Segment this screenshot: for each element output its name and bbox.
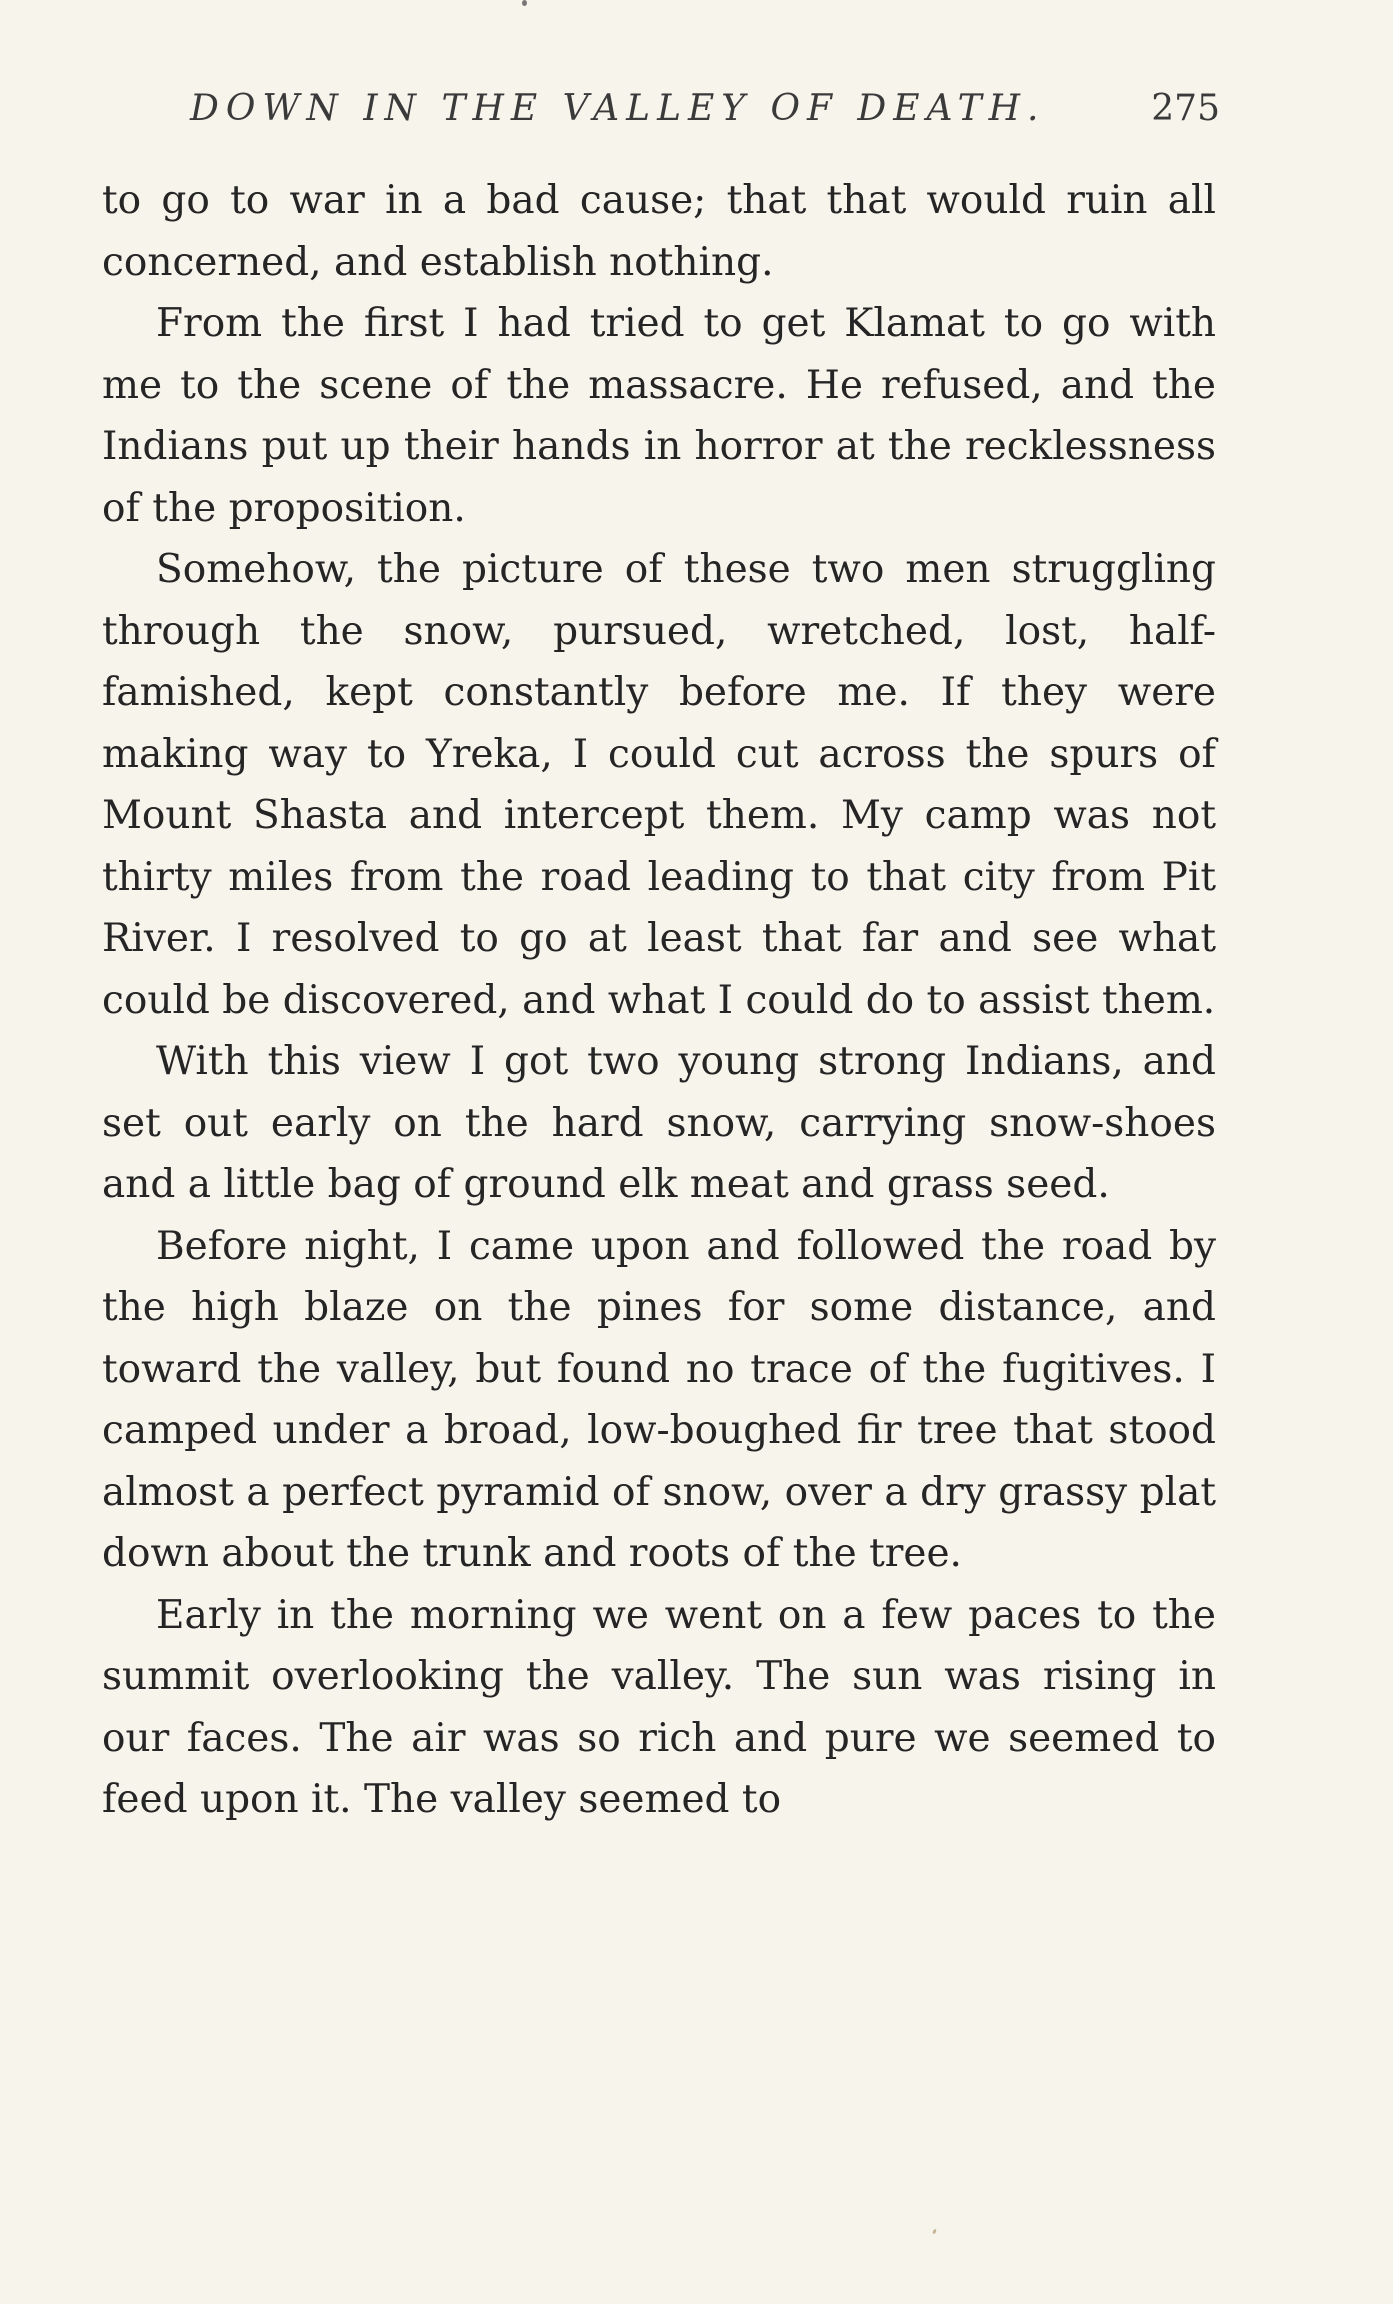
paragraph-3: Somehow, the picture of these two men struggling through the snow, pursued, wretched, lost, half-famished, kept constantly before me. If they were making way to Yreka, I could cut across the spurs of Mount Shasta and intercept them. My camp was not thirty miles from the road leading to that city from Pit River. I resolved to go at least that far and see what could be discovered, and what I could do to assist them. (102, 547, 1216, 1023)
paragraph-6: Early in the morning we went on a few paces to the summit overlooking the valley. The sun was rising in our faces. The air was so rich and pure we seemed to feed upon it. The valley seemed to (102, 1592, 1216, 1822)
paragraph-5: Before night, I came upon and followed the road by the high blaze on the pines for some distance, and toward the valley, but found no trace of the fugitives. I camped under a broad, low-boughed fir tree that stood almost a perfect pyramid of snow, over a dry grassy plat down about the trunk and roots of the tree. (102, 1223, 1216, 1576)
paragraph-1: to go to war in a bad cause; that that would ruin all concerned, and establish nothing. (102, 178, 1216, 285)
paragraph-2: From the first I had tried to get Klamat to go with me to the scene of the massacre. He refused, and the Indians put up their hands in horror at the recklessness of the proposition. (102, 301, 1216, 531)
body-text (102, 170, 1216, 1831)
page-number: 275 (1151, 88, 1220, 129)
paper-speck (932, 2229, 937, 2235)
paragraph-4: With this view I got two young strong Indians, and set out early on the hard snow, carrying snow-shoes and a little bag of ground elk meat and grass seed. (102, 1039, 1216, 1207)
print-mark (522, 0, 527, 6)
running-head (108, 84, 1220, 134)
running-title: DOWN IN THE VALLEY OF DEATH. (190, 88, 1046, 129)
